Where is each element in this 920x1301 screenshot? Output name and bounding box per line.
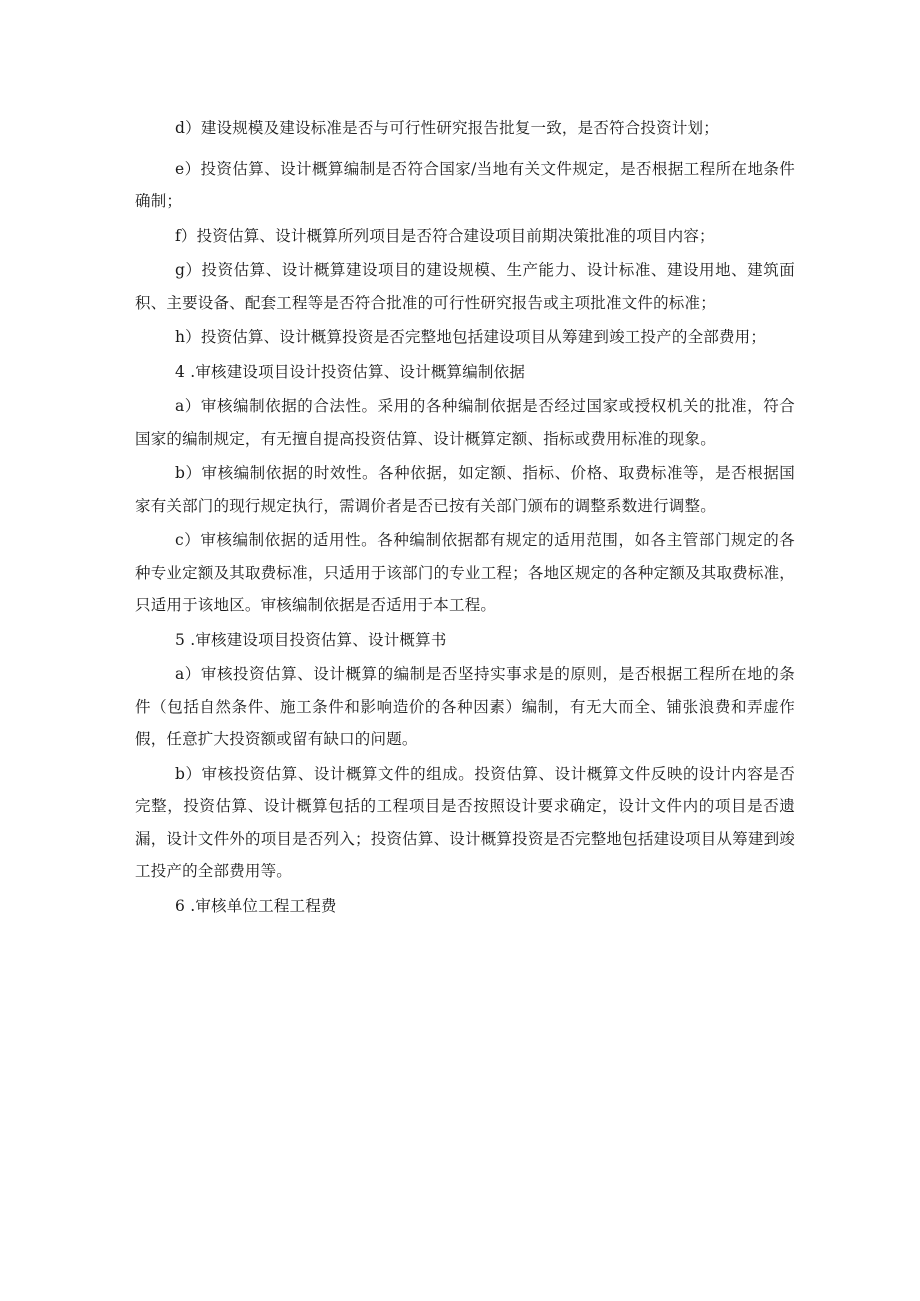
paragraph-e-compilation-rules: e）投资估算、设计概算编制是否符合国家/当地有关文件规定，是否根据工程所在地条件确制； xyxy=(135,159,795,210)
paragraph-h-completeness: h）投资估算、设计概算投资是否完整地包括建设项目从筹建到竣工投产的全部费用； xyxy=(175,328,767,346)
section-heading-4: 4 .审核建设项目设计投资估算、设计概算编制依据 xyxy=(175,362,526,381)
document-body xyxy=(135,112,795,922)
paragraph-d-scale-standard: d）建设规模及建设标准是否与可行性研究报告批复一致，是否符合投资计划； xyxy=(175,119,719,137)
section-heading-6: 6 .审核单位工程工程费 xyxy=(175,896,337,915)
paragraph-g-scale-capacity: g）投资估算、设计概算建设项目的建设规模、生产能力、设计标准、建设用地、建筑面积、主要设备、配套工程等是否符合批准的可行性研究报告或主项批准文件的标准； xyxy=(135,261,795,312)
paragraph-4c-applicability: c）审核编制依据的适用性。各种编制依据都有规定的适用范围，如各主管部门规定的各种专业定额及其取费标准，只适用于该部门的专业工程；各地区规定的各种定额及其取费标准，只适用于该地区。审核编制依据是否适用于本工程。 xyxy=(135,531,795,614)
paragraph-5b-composition: b）审核投资估算、设计概算文件的组成。投资估算、设计概算文件反映的设计内容是否完整，投资估算、设计概算包括的工程项目是否按照设计要求确定，设计文件内的项目是否遗漏，设计文件外的项目是否列入；投资估算、设计概算投资是否完整地包括建设项目从筹建到竣工投产的全部费用等。 xyxy=(135,764,795,880)
paragraph-4a-legality: a）审核编制依据的合法性。采用的各种编制依据是否经过国家或授权机关的批准，符合国家的编制规定，有无擅自提高投资估算、设计概算定额、指标或费用标准的现象。 xyxy=(135,397,795,448)
paragraph-f-listed-items: f）投资估算、设计概算所列项目是否符合建设项目前期决策批准的项目内容； xyxy=(175,226,715,245)
paragraph-5a-principles: a）审核投资估算、设计概算的编制是否坚持实事求是的原则，是否根据工程所在地的条件（包括自然条件、施工条件和影响造价的各种因素）编制，有无大而全、铺张浪费和弄虚作假，任意扩大投资额或留有缺口的问题。 xyxy=(135,665,795,748)
paragraph-4b-timeliness: b）审核编制依据的时效性。各种依据，如定额、指标、价格、取费标准等，是否根据国家有关部门的现行规定执行，需调价者是否已按有关部门颁布的调整系数进行调整。 xyxy=(135,464,795,515)
section-heading-5: 5 .审核建设项目投资估算、设计概算书 xyxy=(175,630,447,649)
